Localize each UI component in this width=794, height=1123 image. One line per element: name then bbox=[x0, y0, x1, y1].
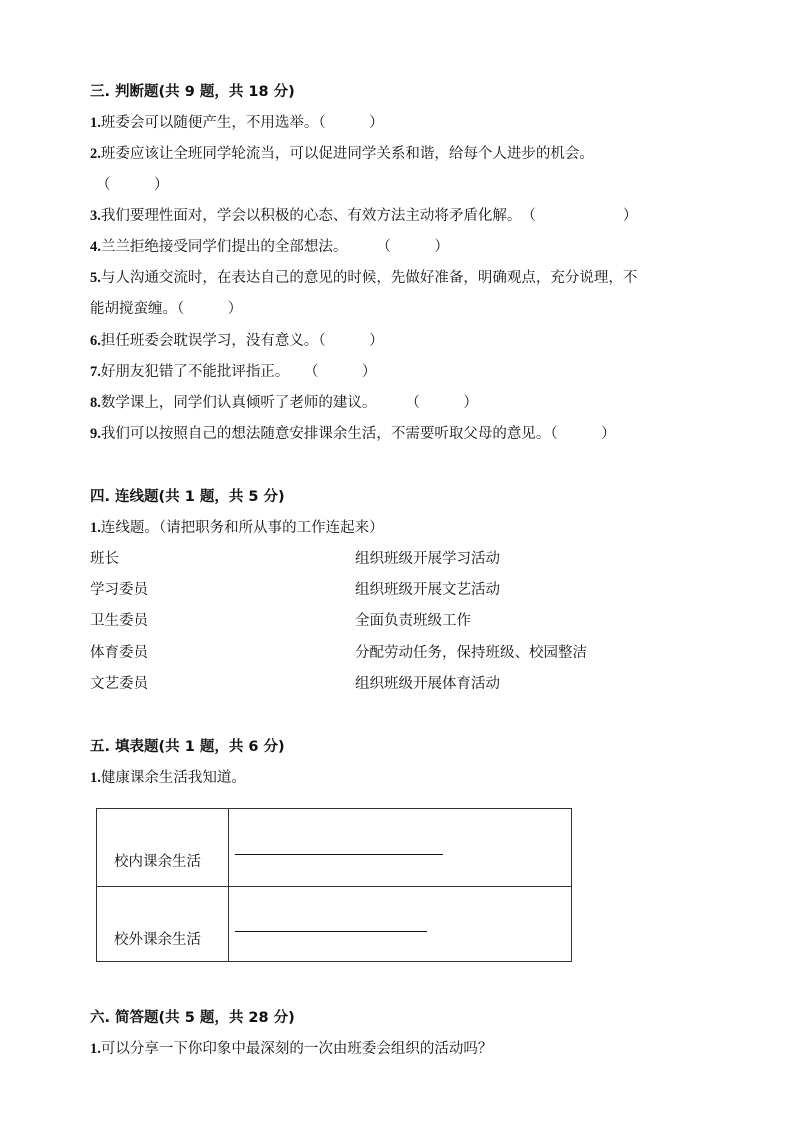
question-text: 班委应该让全班同学轮流当，可以促进同学关系和谐，给每个人进步的机会。 bbox=[100, 146, 594, 162]
question-number: 1. bbox=[90, 115, 101, 131]
question-6-1 bbox=[90, 1040, 492, 1058]
question-text: 能胡搅蛮缠。（ ） bbox=[90, 301, 243, 317]
question-number: 2. bbox=[90, 146, 101, 162]
question-number: 5. bbox=[90, 270, 101, 286]
question-3-4 bbox=[90, 238, 449, 256]
question-3-2 bbox=[90, 145, 594, 163]
question-text: 好朋友犯错了不能批评指正。 （ ） bbox=[100, 364, 377, 380]
question-number: 3. bbox=[90, 208, 101, 224]
question-number: 6. bbox=[90, 333, 101, 349]
question-number: 1. bbox=[90, 520, 101, 536]
question-5-1 bbox=[90, 769, 246, 787]
section-heading-matching: 四. 连线题(共 1 题，共 5 分) bbox=[90, 489, 285, 505]
question-3-6 bbox=[90, 332, 384, 350]
question-number: 7. bbox=[90, 364, 101, 380]
question-number: 1. bbox=[90, 1041, 101, 1057]
match-left-item: 学习委员 bbox=[90, 582, 148, 598]
match-right-item: 组织班级开展学习活动 bbox=[355, 551, 500, 567]
question-3-8 bbox=[90, 394, 478, 412]
question-text: 连线题。（请把职务和所从事的工作连起来） bbox=[100, 520, 384, 536]
section-heading-short-answer: 六. 简答题(共 5 题，共 28 分) bbox=[90, 1010, 295, 1026]
question-4-1 bbox=[90, 519, 384, 537]
question-number: 9. bbox=[90, 426, 101, 442]
fill-table bbox=[96, 808, 572, 962]
answer-blank-line[interactable] bbox=[235, 931, 427, 932]
table-row-label: 校内课余生活 bbox=[114, 854, 201, 870]
match-right-item: 组织班级开展文艺活动 bbox=[355, 582, 500, 598]
table-divider-vertical bbox=[228, 809, 229, 961]
question-3-1 bbox=[90, 114, 384, 132]
section-heading-judgment: 三. 判断题(共 9 题，共 18 分) bbox=[90, 84, 295, 100]
question-3-3 bbox=[90, 207, 637, 225]
question-number: 4. bbox=[90, 239, 101, 255]
question-number: 1. bbox=[90, 770, 101, 786]
question-text: 与人沟通交流时，在表达自己的意见的时候，先做好准备，明确观点，充分说理，不 bbox=[100, 270, 638, 286]
table-row-label: 校外课余生活 bbox=[114, 932, 201, 948]
question-text: 兰兰拒绝接受同学们提出的全部想法。 （ ） bbox=[100, 239, 449, 255]
question-3-5-cont bbox=[90, 300, 242, 318]
question-3-2-cont bbox=[96, 176, 169, 194]
match-left-item: 卫生委员 bbox=[90, 613, 148, 629]
match-left-item: 班长 bbox=[90, 551, 119, 567]
question-3-7 bbox=[90, 363, 376, 381]
question-number: 8. bbox=[90, 395, 101, 411]
question-3-9 bbox=[90, 425, 616, 443]
question-text: 班委会可以随便产生，不用选举。（ ） bbox=[100, 115, 384, 131]
question-text: 我们要理性面对，学会以积极的心态、有效方法主动将矛盾化解。 （ ） bbox=[100, 208, 638, 224]
question-text: 数学课上，同学们认真倾听了老师的建议。 （ ） bbox=[100, 395, 478, 411]
question-text: 担任班委会耽误学习，没有意义。（ ） bbox=[100, 333, 384, 349]
question-text: 我们可以按照自己的想法随意安排课余生活，不需要听取父母的意见。（ ） bbox=[100, 426, 616, 442]
match-left-item: 体育委员 bbox=[90, 645, 148, 661]
question-text: （ ） bbox=[96, 177, 169, 193]
question-text: 可以分享一下你印象中最深刻的一次由班委会组织的活动吗？ bbox=[100, 1041, 493, 1057]
section-heading-table: 五. 填表题(共 1 题，共 6 分) bbox=[90, 739, 285, 755]
match-right-item: 全面负责班级工作 bbox=[355, 613, 471, 629]
question-text: 健康课余生活我知道。 bbox=[100, 770, 246, 786]
answer-blank-line[interactable] bbox=[235, 854, 443, 855]
match-right-item: 组织班级开展体育活动 bbox=[355, 676, 500, 692]
table-divider-horizontal bbox=[97, 886, 571, 887]
question-3-5 bbox=[90, 269, 637, 287]
match-right-item: 分配劳动任务，保持班级、校园整洁 bbox=[355, 645, 587, 661]
match-left-item: 文艺委员 bbox=[90, 676, 148, 692]
